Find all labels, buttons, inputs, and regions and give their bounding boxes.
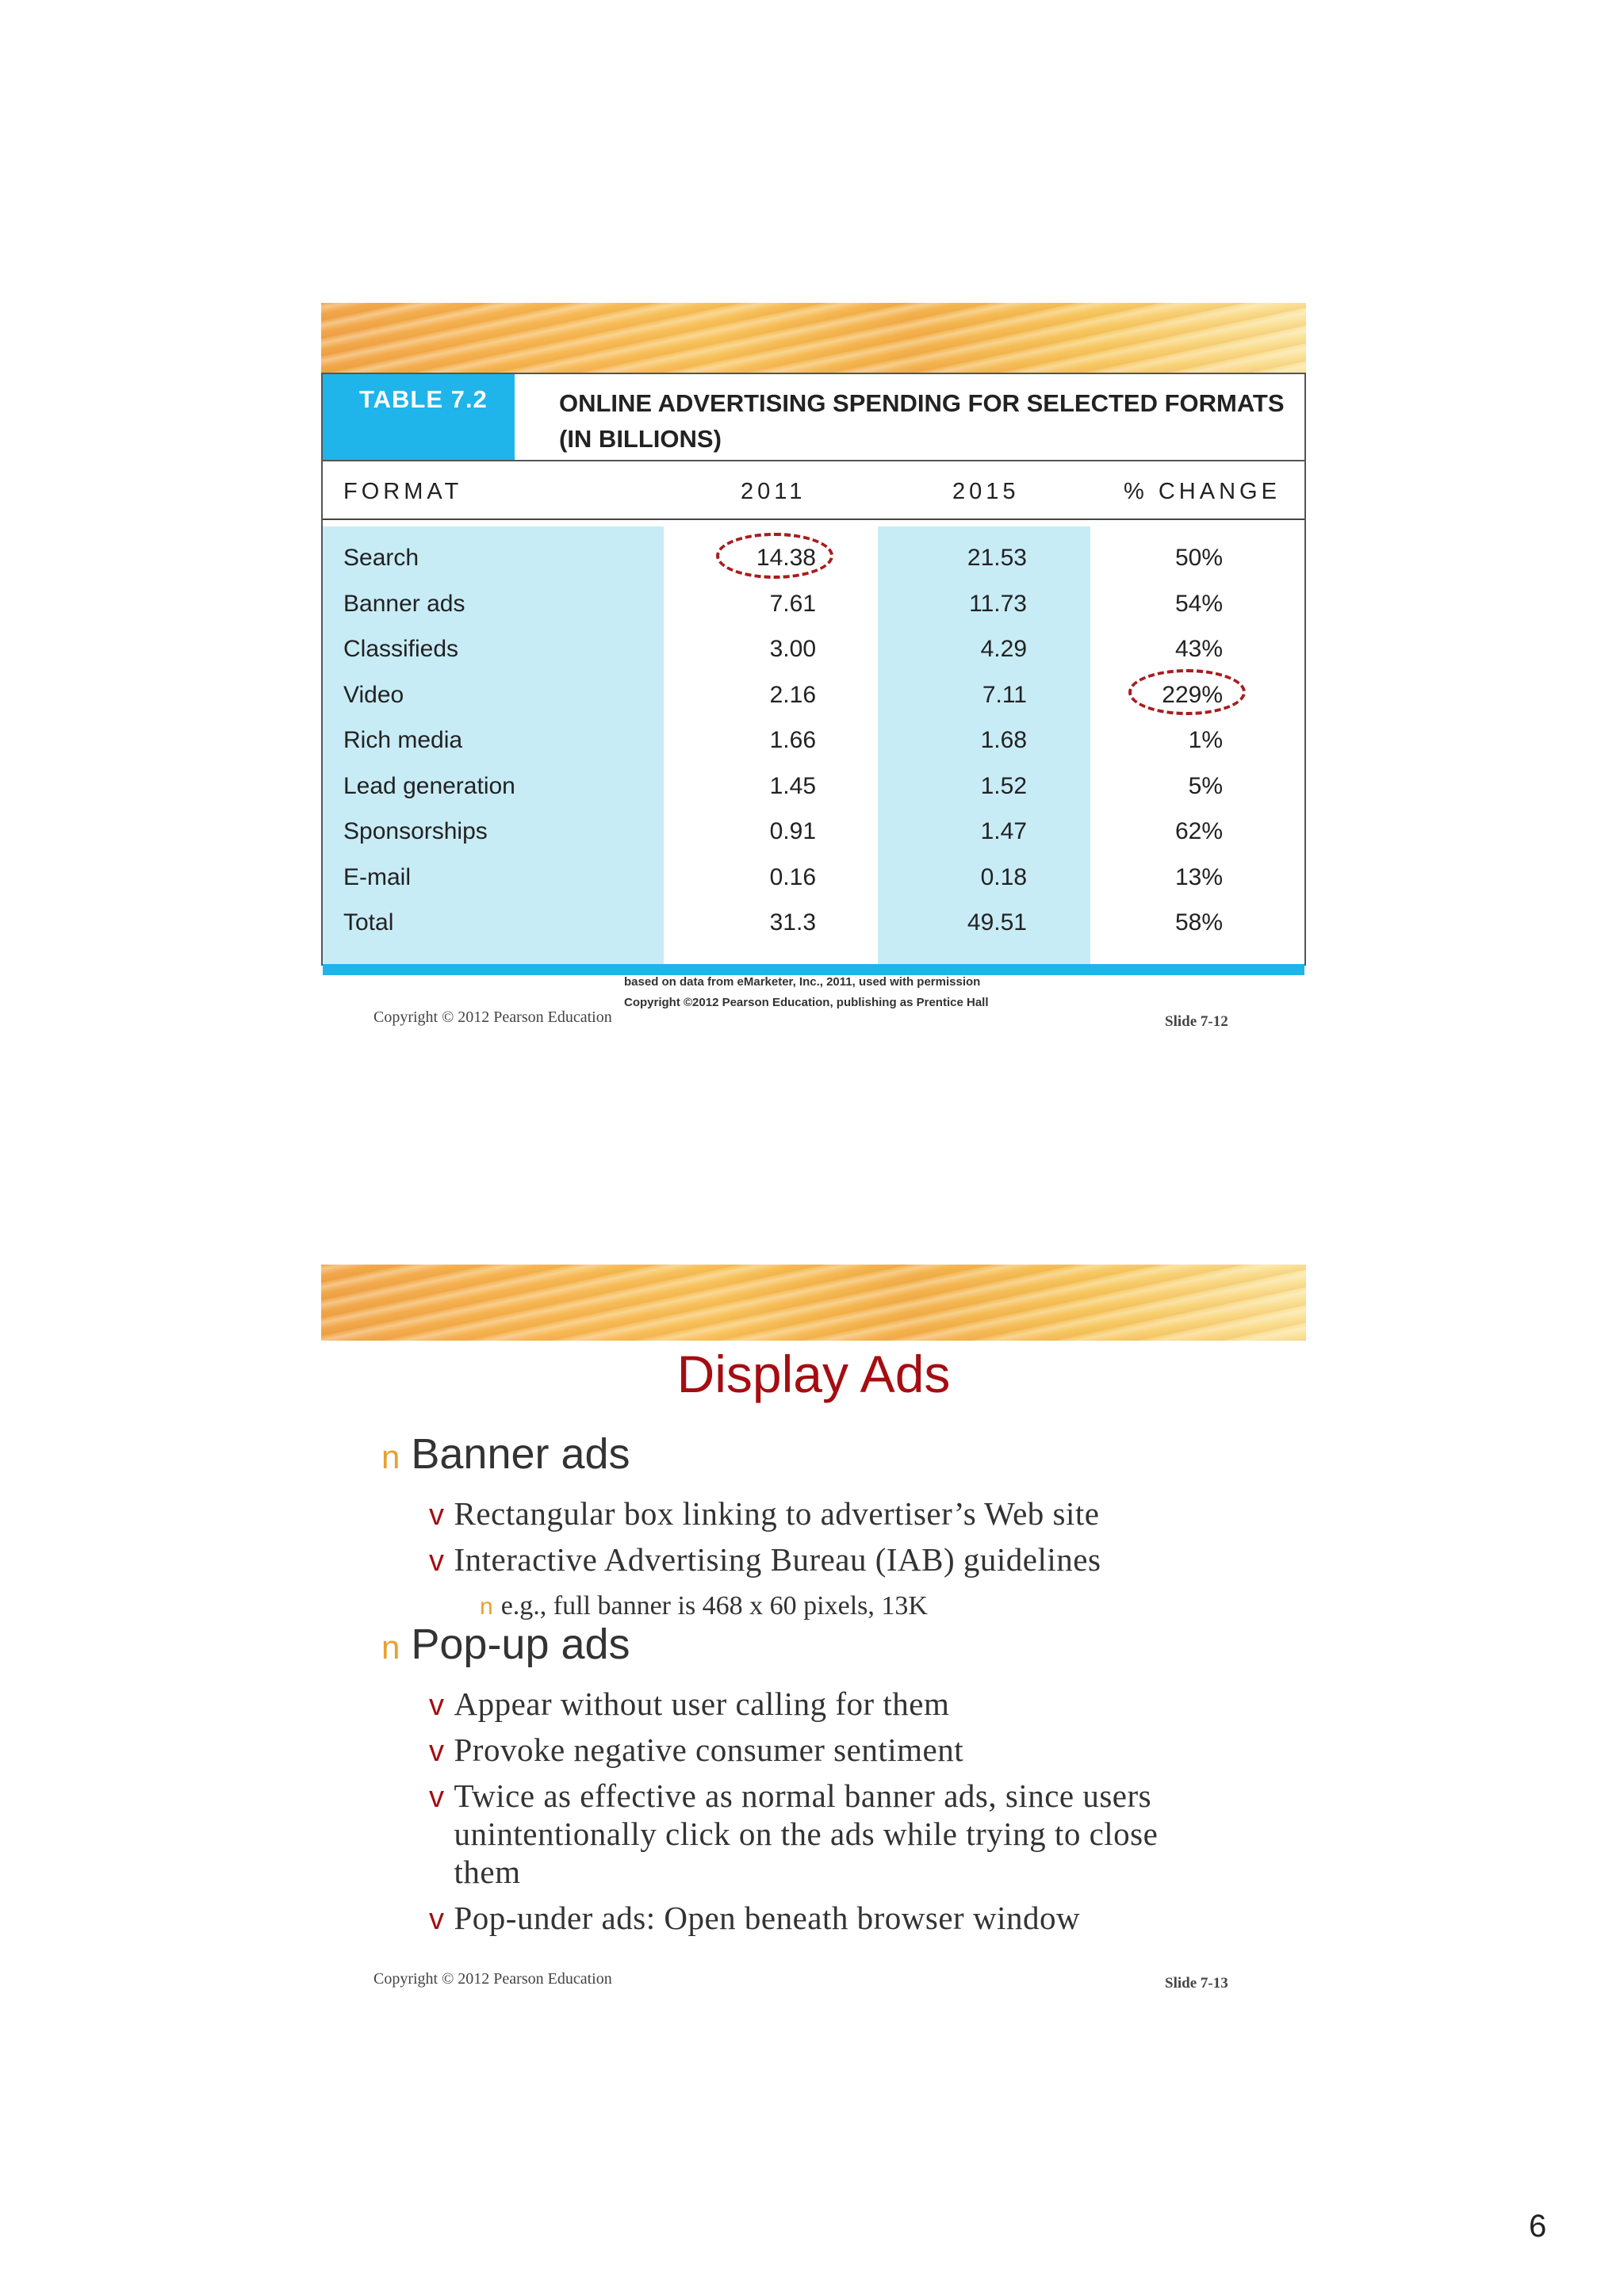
table-cell-2015: 11.73: [969, 590, 1027, 617]
table-cell-2015: 1.47: [980, 818, 1027, 844]
sub-sub-bullet-text: e.g., full banner is 468 x 60 pixels, 13K: [500, 1591, 928, 1621]
slide-banner: [321, 1265, 1306, 1341]
sub-bullet-twice-as-effective: [429, 1777, 1224, 1891]
footer-slide-number: Slide 7-13: [1165, 1975, 1228, 1992]
table-row-format: Classifieds: [343, 636, 459, 662]
table-cell-2011: 2.16: [769, 681, 816, 708]
table-cell-change: 54%: [1174, 590, 1223, 617]
column-header-2015: 2015: [952, 479, 1020, 504]
slide-7-13: [321, 1265, 1306, 2026]
sub-sub-bullet-full-banner: [480, 1591, 928, 1621]
sub-sub-bullet-marker: n: [480, 1594, 493, 1620]
table-row-format: Rich media: [343, 727, 463, 753]
bullet-marker: n: [381, 1628, 400, 1666]
column-header-format: FORMAT: [343, 479, 463, 504]
sub-bullet-iab-guidelines: [429, 1540, 1101, 1580]
slide-7-12: [321, 303, 1306, 1064]
highlight-circle-search-2011: [716, 533, 833, 579]
slide-banner: [321, 303, 1306, 376]
table-cell-2011: 31.3: [769, 909, 816, 936]
table-row-format: E-mail: [343, 863, 412, 890]
table-cell-change: 5%: [1188, 772, 1223, 799]
table-title-line1: ONLINE ADVERTISING SPENDING FOR SELECTED FORMATS: [559, 389, 1285, 417]
sub-bullet-rectangular-box: [429, 1494, 1099, 1534]
table-row-format: Total: [343, 909, 394, 936]
column-header-2011: 2011: [741, 479, 806, 504]
table-bottom-bar: [323, 964, 1304, 975]
table-row-format: Search: [343, 545, 419, 571]
table-row-format: Sponsorships: [343, 818, 488, 844]
table-cell-2011: 0.91: [769, 818, 816, 844]
column-header-change: % CHANGE: [1124, 479, 1281, 504]
table-cell-2015: 0.18: [980, 863, 1027, 890]
table-cell-2015: 1.52: [980, 772, 1027, 799]
table-row-format: Lead generation: [343, 772, 515, 799]
table-cell-2015: 49.51: [967, 909, 1027, 936]
table-cell-change: 58%: [1174, 909, 1223, 936]
bullet-popup-ads: [381, 1620, 630, 1669]
sub-bullet-marker: v: [429, 1498, 445, 1532]
bullet-text: Pop-up ads: [411, 1621, 630, 1668]
table-header: [323, 374, 1304, 461]
highlight-circle-video-change: [1128, 669, 1246, 715]
source-note: based on data from eMarketer, Inc., 2011, used with permission: [624, 975, 981, 989]
table-cell-2011: 1.66: [769, 727, 816, 753]
bullet-banner-ads: [381, 1429, 630, 1479]
sub-bullet-marker: v: [429, 1781, 445, 1814]
table-cell-change: 62%: [1174, 818, 1223, 844]
copyright-note: Copyright ©2012 Pearson Education, publishing as Prentice Hall: [624, 996, 989, 1009]
table-cell-2011: 0.16: [769, 863, 816, 890]
page-number: 6: [1529, 2209, 1547, 2244]
table-cell-2011: 14.38: [756, 545, 816, 571]
advertising-spending-table: [321, 373, 1306, 966]
table-title: [559, 385, 1289, 457]
sub-bullet-text: Interactive Advertising Bureau (IAB) guidelines: [454, 1541, 1101, 1578]
slide-title: Display Ads: [676, 1345, 951, 1403]
sub-bullet-text: Twice as effective as normal banner ads, since users unintentionally click on the ads while trying to close them: [454, 1777, 1159, 1890]
sub-bullet-text: Pop-under ads: Open beneath browser window: [454, 1900, 1081, 1936]
table-cell-2011: 1.45: [769, 772, 816, 799]
sub-bullet-marker: v: [429, 1689, 445, 1722]
footer-copyright: Copyright © 2012 Pearson Education: [373, 1970, 612, 1988]
table-cell-change: 50%: [1174, 545, 1223, 571]
table-cell-change: 1%: [1188, 727, 1223, 753]
table-cell-2015: 1.68: [980, 727, 1027, 753]
table-cell-2015: 4.29: [980, 636, 1027, 662]
sub-bullet-negative-sentiment: [429, 1731, 963, 1770]
bullet-marker: n: [381, 1438, 400, 1475]
bullet-text: Banner ads: [411, 1430, 630, 1478]
table-row-format: Banner ads: [343, 590, 465, 617]
table-row-format: Video: [343, 681, 404, 708]
sub-bullet-text: Provoke negative consumer sentiment: [454, 1732, 964, 1768]
sub-bullet-marker: v: [429, 1544, 445, 1578]
column-header-rule: [323, 519, 1304, 520]
table-cell-change: 229%: [1162, 681, 1223, 708]
table-cell-change: 13%: [1174, 863, 1223, 890]
table-cell-2015: 21.53: [967, 545, 1027, 571]
sub-bullet-appear-without: [429, 1685, 949, 1724]
footer-copyright: Copyright © 2012 Pearson Education: [373, 1008, 612, 1026]
sub-bullet-text: Rectangular box linking to advertiser’s Web site: [454, 1495, 1100, 1532]
footer-slide-number: Slide 7-12: [1165, 1013, 1228, 1030]
sub-bullet-marker: v: [429, 1903, 445, 1936]
sub-bullet-text: Appear without user calling for them: [454, 1686, 950, 1722]
sub-bullet-marker: v: [429, 1735, 445, 1768]
sub-bullet-pop-under: [429, 1899, 1080, 1938]
table-number-label: TABLE 7.2: [323, 374, 515, 460]
table-cell-2011: 3.00: [769, 636, 816, 662]
table-title-line2: (IN BILLIONS): [559, 425, 722, 453]
table-cell-change: 43%: [1174, 636, 1223, 662]
table-cell-2011: 7.61: [769, 590, 816, 617]
table-cell-2015: 7.11: [982, 681, 1027, 708]
